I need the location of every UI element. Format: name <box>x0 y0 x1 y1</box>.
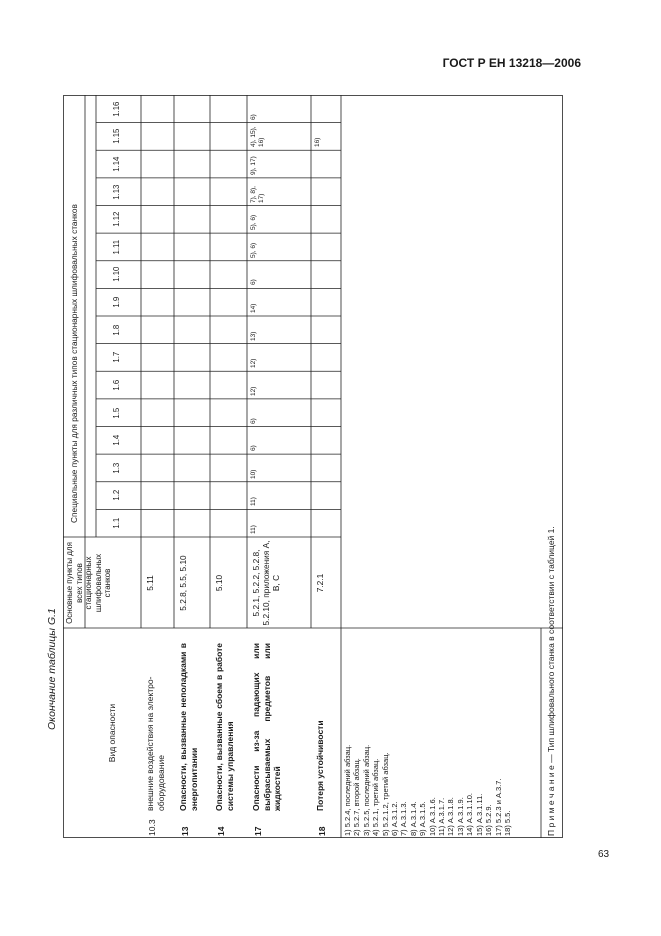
footnote: 6) А.3.1.2. <box>390 801 400 836</box>
special-reference: 6) <box>250 113 257 120</box>
subcolumn-label: 1.1 <box>112 517 121 529</box>
special-reference: 6) <box>250 279 257 286</box>
special-reference: 16) <box>314 137 321 148</box>
row-number: 13 <box>180 826 190 836</box>
footnote: 13) А.3.1.9. <box>455 797 465 836</box>
subcolumn-label: 1.14 <box>112 156 121 172</box>
footnote: 11) А.3.1.7. <box>437 797 447 836</box>
row-hazard: Опасности из-за падающих или выбрасываемых предметов или жидкостей <box>251 643 282 811</box>
row-number: 14 <box>216 826 226 836</box>
footnote: 9) А.3.1.5. <box>418 801 428 836</box>
row-hazard: Опасности, вызванные сбоем в работе системы управления <box>214 643 235 811</box>
row-basic-clauses: 5.10 <box>214 574 224 592</box>
special-reference: 6) <box>250 417 257 424</box>
special-reference: 9), 17) <box>250 156 257 175</box>
rotated-table <box>63 95 563 838</box>
subcolumn-label: 1.13 <box>112 184 121 200</box>
special-reference: 5), 6) <box>250 214 257 231</box>
special-reference: 14) <box>250 303 257 313</box>
footnote: 15) А.3.1.11. <box>474 793 484 836</box>
subcolumn-label: 1.7 <box>112 352 121 363</box>
subcolumn-label: 1.11 <box>112 239 121 255</box>
special-reference: 5), 6) <box>250 242 257 258</box>
footnote: 10) А.3.1.6. <box>427 797 437 836</box>
footnote: 14) А.3.1.10. <box>465 793 475 836</box>
footnote: 8) А.3.1.4. <box>408 801 418 836</box>
subcolumn-label: 1.4 <box>112 434 121 446</box>
header-basic: Основные пункты для всех типов стационарных шлифовальных станков <box>65 542 112 624</box>
special-reference: 11) <box>250 497 257 507</box>
footnote: 1) 5.2.4, последний абзац. <box>343 744 352 836</box>
special-reference: 4), 15), 16) <box>250 126 265 148</box>
special-reference: 12) <box>250 386 257 396</box>
header-hazard: Вид опасности <box>107 703 117 763</box>
row-hazard: внешние воздействия на электро-оборудование <box>145 676 166 811</box>
subcolumn-label: 1.5 <box>112 407 121 419</box>
row-basic-clauses: 5.2.1, 5.2.2, 5.2.8, 5.2.10, приложения А, В, С <box>251 540 281 626</box>
subcolumn-label: 1.12 <box>112 211 121 227</box>
subcolumn-label: 1.2 <box>112 490 121 501</box>
standard-designation: ГОСТ Р ЕН 13218—2006 <box>442 56 581 70</box>
special-reference: 11) <box>250 525 257 534</box>
footnote: 3) 5.2.5, последний абзац. <box>361 744 371 836</box>
special-reference: 10) <box>250 469 257 479</box>
special-reference: 12) <box>250 358 257 369</box>
footnote: 7) А.3.1.3. <box>399 801 409 836</box>
table-caption: Окончание таблицы G.1 <box>46 608 58 730</box>
footnotes <box>343 631 512 836</box>
special-reference: 6) <box>250 445 257 452</box>
subcolumn-label: 1.10 <box>112 266 121 283</box>
page-number: 63 <box>598 849 610 860</box>
row-number: 10.3 <box>147 819 157 836</box>
subcolumn-label: 1.16 <box>112 101 121 117</box>
row-basic-clauses: 7.2.1 <box>315 573 325 593</box>
subcolumn-label: 1.6 <box>112 379 121 391</box>
footnote: 4) 5.2.1, третий абзац. <box>371 758 381 836</box>
subcolumn-label: 1.9 <box>112 296 121 308</box>
special-reference: 7), 8), 17) <box>250 185 265 203</box>
row-number: 17 <box>253 826 263 836</box>
subcolumn-label: 1.3 <box>112 462 121 474</box>
subcolumn-label: 1.15 <box>112 128 121 145</box>
special-reference: 13) <box>250 331 257 341</box>
subcolumn-label: 1.8 <box>112 324 121 336</box>
row-hazard: Потеря устойчивости <box>315 720 325 811</box>
footnote: 5) 5.2.1.2, третий абзац. <box>380 752 390 836</box>
row-basic-clauses: 5.2.8, 5.5, 5.10 <box>178 555 188 611</box>
footnote: 18) 5.5. <box>502 810 512 836</box>
footnote: 16) 5.2.9. <box>484 804 494 836</box>
footnote: 17) 5.2.3 и А.3.7. <box>493 778 503 836</box>
row-number: 18 <box>317 826 327 836</box>
row-hazard: Опасности, вызванные неполадками в энергопитании <box>178 643 199 811</box>
table-note: П р и м е ч а н и е — Тип шлифовального станка в соответствии с таблицей 1. <box>546 526 556 836</box>
header-special: Специальные пункты для различных типов стационарных шлифовальных станков <box>69 204 79 523</box>
row-basic-clauses: 5.11 <box>145 575 155 591</box>
footnote: 2) 5.2.7, второй абзац. <box>352 758 362 836</box>
footnote: 12) А.3.1.8. <box>446 797 456 836</box>
